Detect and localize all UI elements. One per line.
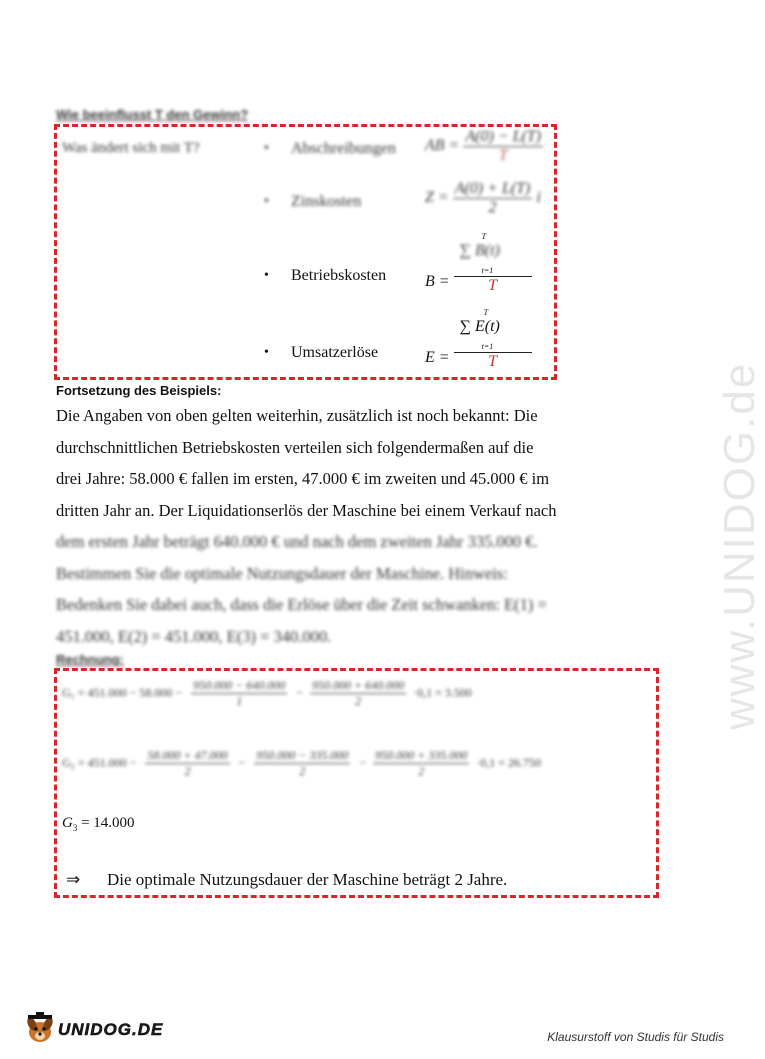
bullet: • [264, 345, 269, 360]
item-label-betriebskosten: Betriebskosten [291, 267, 387, 284]
item-label-umsatzerloese: Umsatzerlöse [291, 344, 379, 361]
paragraph-line: durchschnittlichen Betriebskosten verteilen sich folgendermaßen auf die [56, 437, 534, 457]
question-text: Was ändert sich mit T? [62, 140, 200, 156]
unidog-logo[interactable] [22, 1012, 162, 1048]
paragraph-line: 451.000, E(2) = 451.000, E(3) = 340.000. [56, 626, 332, 646]
item-label-zinskosten: Zinskosten [291, 193, 362, 210]
logo-text: UNIDOG.DE [58, 1020, 164, 1039]
equation-g2: G₂ = 451.000 − $\frac{58.000 + 47.000}{2}$ − $\frac{950.000 - 335.000}{2}$ − $\frac{950.000 + 335.000}{2}$ ·0,1 = 26.750 [62, 748, 542, 778]
dog-icon [22, 1012, 62, 1048]
item-label-abschreibungen: Abschreibungen [291, 140, 396, 157]
problem-paragraph [56, 400, 611, 652]
equation-g3: $G_3 = 14.000$ [62, 815, 135, 833]
paragraph-line: drei Jahre: 58.000 € fallen im ersten, 47.000 € im zweiten und 45.000 € im [56, 469, 550, 488]
paragraph-line: dem ersten Jahr beträgt 640.000 € und nach dem zweiten Jahr 335.000 €. [56, 532, 538, 551]
formula-abschreibungen: AB = $\frac{A(0) - L(T)}{T}$ [425, 128, 542, 164]
paragraph-line: dritten Jahr an. Der Liquidationserlös der Maschine bei einem Verkauf nach [56, 500, 557, 520]
bullet: • [264, 194, 269, 209]
paragraph-line: Bedenken Sie dabei auch, dass die Erlöse über die Zeit schwanken: E(1) = [56, 595, 547, 614]
bullet: • [264, 141, 269, 156]
formula-betriebskosten: B = T ∑ B(t) t=1 T [425, 238, 532, 295]
paragraph-line: Bestimmen Sie die optimale Nutzungsdauer der Maschine. Hinweis: [56, 563, 508, 583]
section-heading-gewinn: Wie beeinflusst T den Gewinn? [56, 107, 249, 122]
watermark-text: www.UNIDOG.de [715, 361, 764, 730]
equation-g1: G₁ = 451.000 − 58.000 − $\frac{950.000 - 640.000}{1}$ − $\frac{950.000 + 640.000}{2}$ ·0,1 = 3.500 [62, 678, 472, 708]
paragraph-line: Die Angaben von oben gelten weiterhin, zusätzlich ist noch bekannt: Die [56, 406, 538, 425]
section-heading-fortsetzung: Fortsetzung des Beispiels: [56, 383, 222, 398]
formula-umsatzerloese: E = T ∑ E(t) t=1 T [425, 314, 532, 371]
formula-zinskosten: Z = $\frac{A(0) + L(T)}{2}$ i [425, 180, 541, 216]
conclusion-text: Die optimale Nutzungsdauer der Maschine beträgt 2 Jahre. [107, 870, 508, 889]
implies-arrow: ⇒ [66, 870, 81, 889]
section-heading-rechnung: Rechnung: [56, 652, 124, 667]
footer-tagline: Klausurstoff von Studis für Studis [547, 1030, 724, 1044]
bullet: • [264, 268, 269, 283]
